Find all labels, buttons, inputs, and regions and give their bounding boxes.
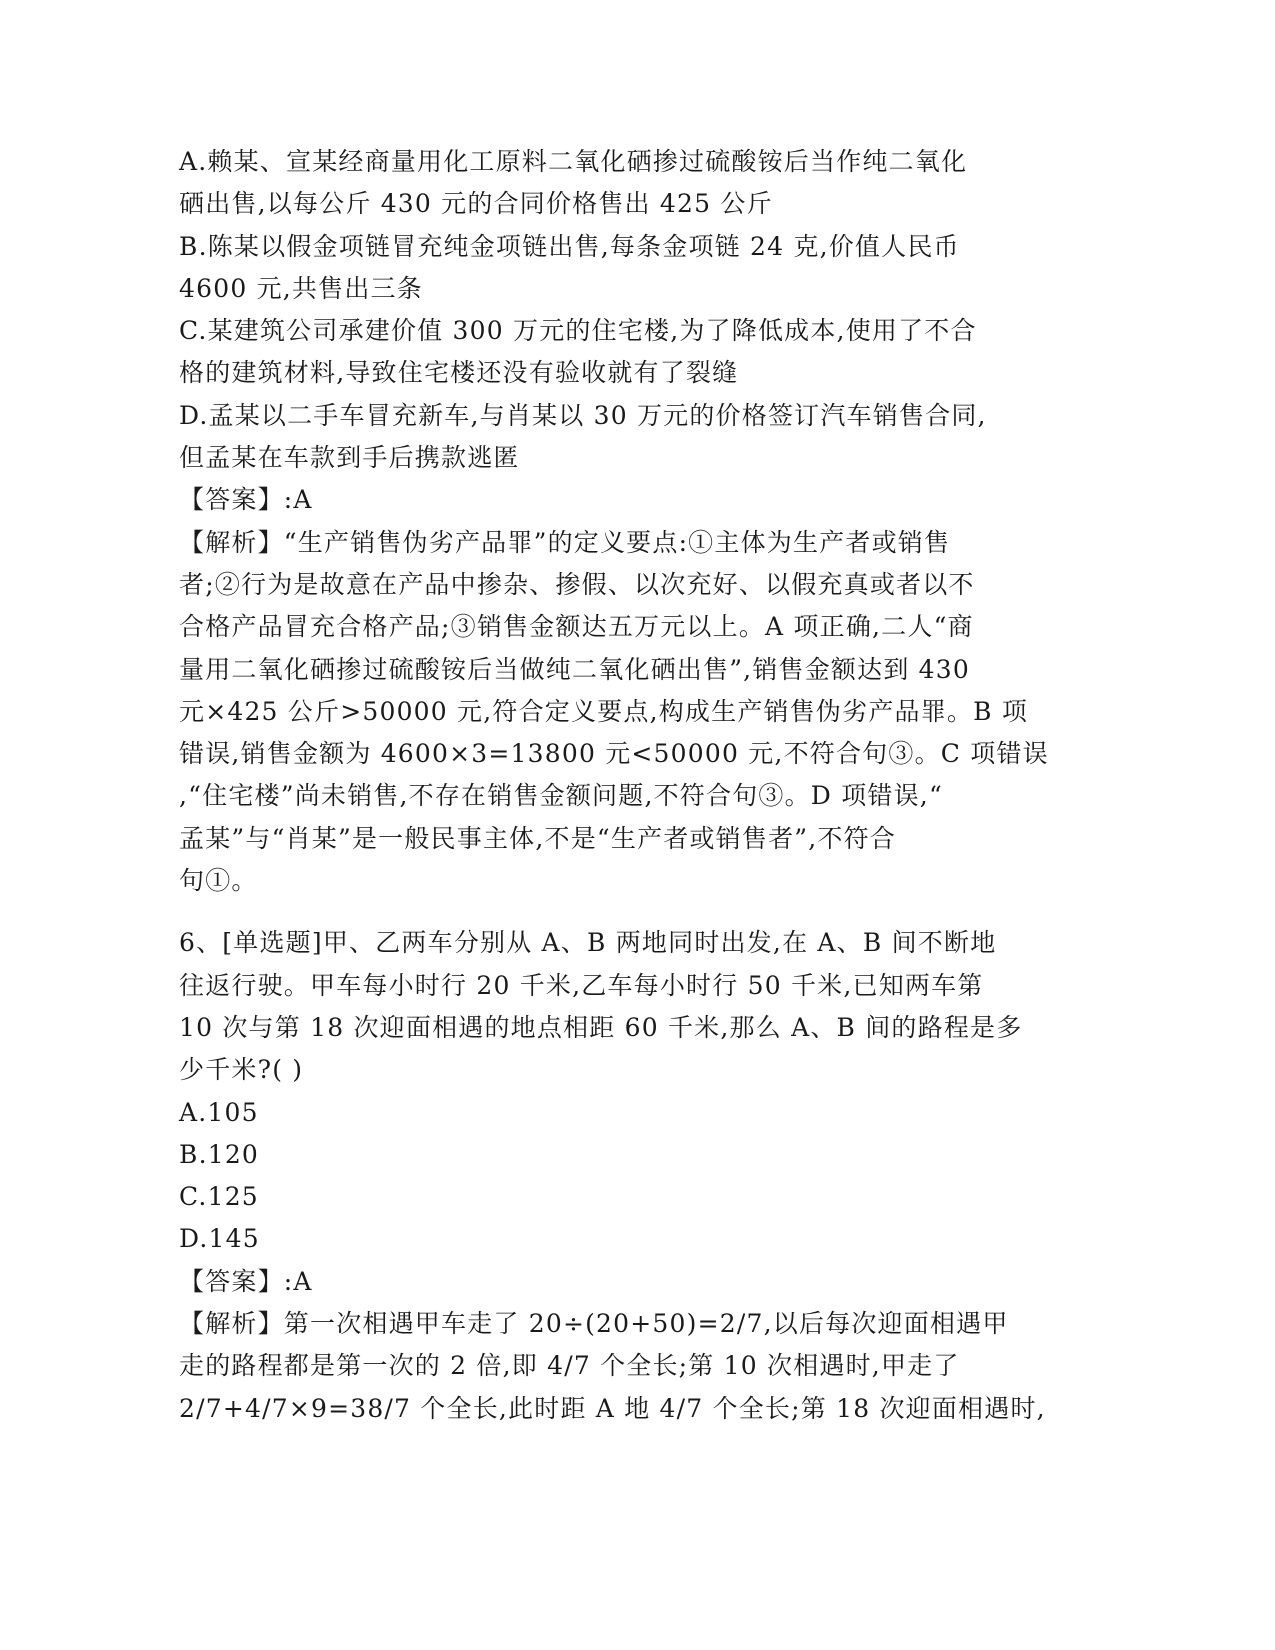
text-line: 少千米?( ) <box>179 1055 304 1085</box>
text-line: 合格产品冒充合格产品;③销售金额达五万元以上。A 项正确,二人“商 <box>179 612 974 642</box>
text-line: ,“住宅楼”尚未销售,不存在销售金额问题,不符合句③。D 项错误,“ <box>179 781 943 811</box>
text-line: 量用二氧化硒掺过硫酸铵后当做纯二氧化硒出售”,销售金额达到 430 <box>179 654 970 684</box>
q6-option-d: D.145 <box>179 1224 260 1254</box>
q5-analysis <box>179 522 1059 903</box>
q6-analysis <box>179 1303 1059 1430</box>
text-line: 【解析】“生产销售伪劣产品罪”的定义要点:①主体为生产者或销售 <box>179 527 951 557</box>
text-line: 硒出售,以每公斤 430 元的合同价格售出 425 公斤 <box>179 189 773 219</box>
q5-option-a <box>179 141 1059 226</box>
text-line: D.孟某以二手车冒充新车,与肖某以 30 万元的价格签订汽车销售合同, <box>179 400 987 430</box>
text-line: 句①。 <box>179 866 258 896</box>
text-line: 往返行驶。甲车每小时行 20 千米,乙车每小时行 50 千米,已知两车第 <box>179 970 984 1000</box>
text-line: 格的建筑材料,导致住宅楼还没有验收就有了裂缝 <box>179 358 739 388</box>
text-line: 2/7+4/7×9=38/7 个全长,此时距 A 地 4/7 个全长;第 18 次迎面相遇时, <box>179 1393 1046 1423</box>
q6-option-b: B.120 <box>179 1139 260 1169</box>
document-page <box>179 141 1059 1430</box>
q6-option-a: A.105 <box>179 1097 259 1127</box>
q6-stem <box>179 922 1059 1091</box>
text-line: 4600 元,共售出三条 <box>179 273 423 303</box>
q5-option-c <box>179 310 1059 395</box>
text-line: 10 次与第 18 次迎面相遇的地点相距 60 千米,那么 A、B 间的路程是多 <box>179 1012 1023 1042</box>
text-line: 错误,销售金额为 4600×3=13800 元<50000 元,不符合句③。C 项错误 <box>179 739 1049 769</box>
q5-answer: 【答案】:A <box>179 485 313 515</box>
text-line: 孟某”与“肖某”是一般民事主体,不是“生产者或销售者”,不符合 <box>179 823 896 853</box>
text-line: 但孟某在车款到手后携款逃匿 <box>179 443 520 473</box>
text-line: B.陈某以假金项链冒充纯金项链出售,每条金项链 24 克,价值人民币 <box>179 231 960 261</box>
q6-answer: 【答案】:A <box>179 1266 313 1296</box>
q5-option-b <box>179 226 1059 311</box>
q6-option-c: C.125 <box>179 1182 259 1212</box>
text-line: 【解析】第一次相遇甲车走了 20÷(20+50)=2/7,以后每次迎面相遇甲 <box>179 1309 1009 1339</box>
text-line: 元×425 公斤>50000 元,符合定义要点,构成生产销售伪劣产品罪。B 项 <box>179 696 1029 726</box>
q5-option-d <box>179 395 1059 480</box>
text-line: 6、[单选题]甲、乙两车分别从 A、B 两地同时出发,在 A、B 间不断地 <box>179 928 997 958</box>
text-line: A.赖某、宣某经商量用化工原料二氧化硒掺过硫酸铵后当作纯二氧化 <box>179 147 968 176</box>
paragraph-gap <box>179 902 1059 922</box>
text-line: 者;②行为是故意在产品中掺杂、掺假、以次充好、以假充真或者以不 <box>179 569 975 599</box>
text-line: 走的路程都是第一次的 2 倍,即 4/7 个全长;第 10 次相遇时,甲走了 <box>179 1351 960 1381</box>
text-line: C.某建筑公司承建价值 300 万元的住宅楼,为了降低成本,使用了不合 <box>179 316 977 346</box>
